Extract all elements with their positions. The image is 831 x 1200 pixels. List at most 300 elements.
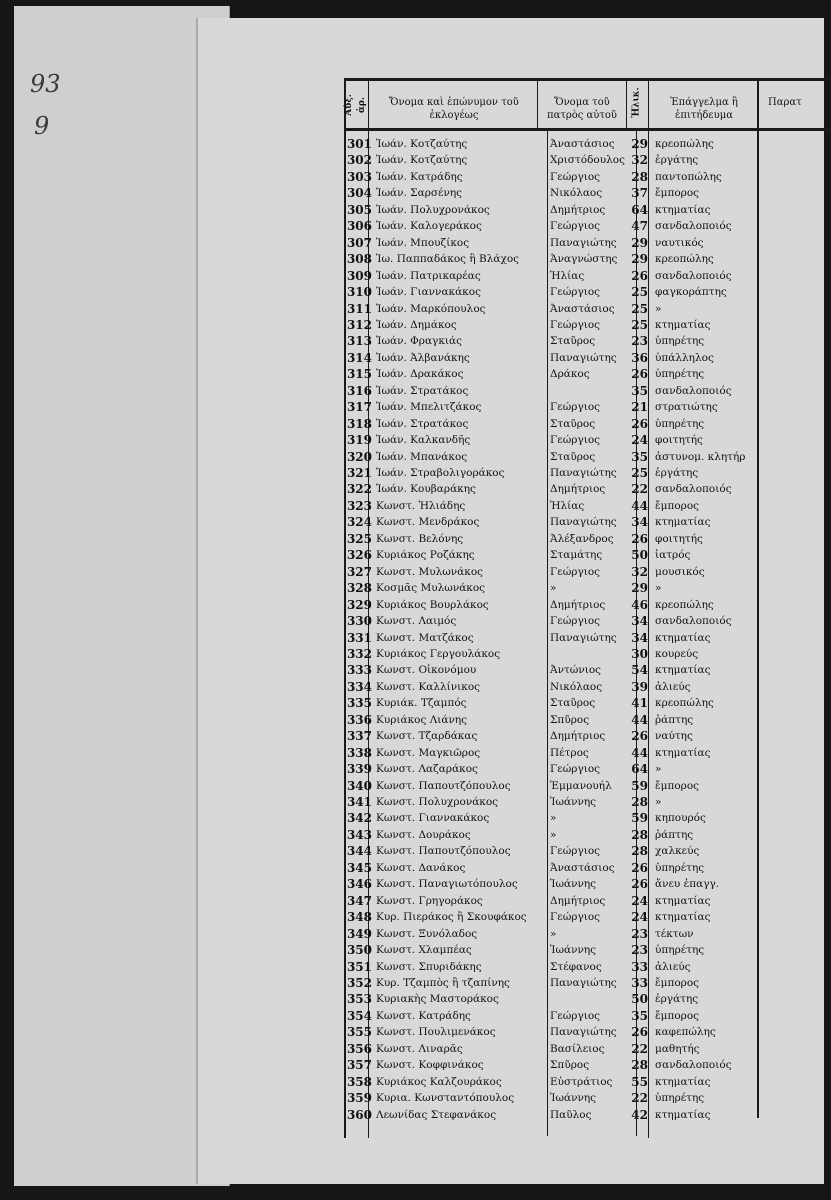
age: 34 [631, 630, 648, 645]
row-number: 324 [346, 515, 372, 530]
age: 35 [631, 383, 648, 398]
father-name: Παναγιώτης [550, 1026, 617, 1039]
header-name: Ὄνομα καὶ ἐπώνυμον τοῦ ἐκλογέως [389, 97, 519, 121]
elector-name: Ἰωάν. Στρατάκος [376, 417, 469, 430]
row-number: 336 [346, 712, 372, 727]
father-name: Ἰωάννης [550, 796, 597, 808]
age: 36 [631, 350, 648, 365]
age: 28 [631, 827, 648, 842]
elector-name: Κωνστ. Παπουτζόπουλος [376, 779, 511, 792]
occupation: φοιτητής [655, 532, 703, 545]
occupation: » [655, 582, 662, 595]
occupation: σανδαλοποιός [655, 483, 732, 496]
elector-name: Κωνστ. Καλλίνικος [376, 680, 481, 693]
father-name: Βασίλειος [550, 1042, 605, 1055]
elector-name: Κωνστ. Λαζαράκος [376, 763, 478, 776]
elector-name: Ἰωάν. Πατρικαρέας [376, 269, 481, 282]
elector-name: Κωνστ. Ἠλιάδης [376, 499, 466, 512]
row-number: 358 [346, 1074, 372, 1089]
elector-name: Κωνστ. Ματζάκος [376, 631, 474, 644]
elector-name: Κωνστ. Κατράδης [376, 1009, 471, 1022]
age: 22 [631, 1041, 648, 1056]
header-occupation: Ἐπάγγελμα ἢ ἐπιτήδευμα [670, 97, 738, 121]
father-name: Γεώργιος [550, 170, 601, 183]
row-number: 328 [346, 581, 372, 596]
elector-name: Κωνστ. Κοφφινάκος [376, 1059, 484, 1072]
elector-name: Κυριάκος Καλζουράκος [376, 1075, 502, 1088]
occupation: φαγκοράπτης [655, 286, 727, 299]
elector-name: Ἰωάν. Δημάκος [376, 318, 457, 331]
father-name: Ἰωάννης [550, 944, 597, 957]
father-name: Γεώργιος [550, 220, 601, 233]
age: 32 [631, 564, 648, 579]
father-name: Δημήτριος [550, 598, 606, 611]
age: 25 [631, 301, 648, 316]
column-rule-3b [547, 131, 548, 1136]
age: 26 [631, 531, 648, 546]
occupation: φοιτητής [655, 434, 703, 447]
row-number: 330 [346, 614, 372, 629]
father-name: Ἰωάννης [550, 1092, 597, 1105]
elector-name: Ἰωάν. Μπελιτζάκος [376, 401, 482, 414]
row-number: 326 [346, 548, 372, 563]
father-name: » [550, 927, 557, 940]
elector-name: Ἰωάν. Σαρσένης [376, 187, 463, 200]
occupation: κουρεύς [655, 647, 699, 660]
age: 59 [631, 778, 648, 793]
elector-name: Κυριάκος Γεργουλάκος [376, 647, 501, 660]
row-number: 303 [346, 169, 372, 184]
father-name: Ἀναστάσιος [550, 302, 615, 315]
occupation: κτηματίας [655, 318, 711, 331]
father-name: Γεώργιος [550, 286, 601, 299]
father-name: Σπῦρος [550, 713, 590, 726]
age: 33 [631, 959, 648, 974]
age: 64 [631, 762, 648, 777]
elector-name: Ἰωάν. Μπουζίκος [376, 236, 470, 249]
elector-name: Ἰωάν. Μπανάκος [376, 450, 468, 463]
age: 24 [631, 433, 648, 448]
occupation: κηπουρός [655, 812, 706, 825]
row-number: 340 [346, 778, 372, 793]
row-number: 356 [346, 1041, 372, 1056]
occupation: ἄνευ ἐπαγγ. [655, 878, 720, 891]
occupation: ὑπηρέτης [655, 335, 705, 348]
age: 28 [631, 844, 648, 859]
age: 28 [631, 1058, 648, 1073]
header-age: Ἡλικ. [631, 87, 642, 118]
row-number: 343 [346, 827, 372, 842]
age: 23 [631, 334, 648, 349]
row-number: 346 [346, 877, 372, 892]
row-number: 309 [346, 268, 372, 283]
age: 42 [631, 1107, 648, 1122]
row-number: 325 [346, 531, 372, 546]
father-name: Δημήτριος [550, 730, 606, 743]
age: 30 [631, 646, 648, 661]
occupation: στρατιώτης [655, 401, 718, 414]
father-name: Σταῦρος [550, 335, 596, 348]
row-number: 355 [346, 1025, 372, 1040]
margin-note-1: 93 [30, 70, 61, 98]
row-number: 331 [346, 630, 372, 645]
age: 29 [631, 235, 648, 250]
father-name: Γεώργιος [550, 911, 601, 924]
row-number: 354 [346, 1008, 372, 1023]
occupation: » [655, 796, 662, 808]
father-name: » [550, 828, 557, 841]
age: 28 [631, 795, 648, 809]
occupation: κτηματίας [655, 516, 711, 529]
age: 35 [631, 1008, 648, 1023]
elector-name: Ἰωάν. Κοτζαύτης [376, 138, 468, 150]
father-name: Παῦλος [550, 1108, 592, 1121]
elector-name: Ἰωάν. Κατράδης [376, 170, 463, 183]
father-name: Παναγιώτης [550, 467, 617, 479]
occupation: ὑπηρέτης [655, 368, 705, 381]
age: 34 [631, 614, 648, 629]
occupation: παντοπώλης [655, 170, 722, 183]
row-number: 323 [346, 498, 372, 513]
elector-name: Κυριάκ. Τζαμπός [376, 697, 467, 710]
age: 29 [631, 137, 648, 151]
age: 29 [631, 252, 648, 267]
occupation: κρεοπώλης [655, 598, 714, 611]
row-number: 318 [346, 416, 372, 431]
age: 46 [631, 597, 648, 612]
age: 26 [631, 860, 648, 875]
elector-name: Κωνστ. Δανάκος [376, 861, 466, 874]
age: 35 [631, 449, 648, 464]
age: 47 [631, 219, 648, 234]
father-name: Δημήτριος [550, 894, 606, 907]
elector-name: Κυριάκος Ροζάκης [376, 549, 475, 562]
age: 29 [631, 581, 648, 596]
father-name: Πέτρος [550, 746, 589, 759]
occupation: ἰατρός [655, 549, 691, 562]
occupation: ἔμπορος [655, 976, 700, 989]
occupation: σανδαλοποιός [655, 1059, 732, 1072]
age: 32 [631, 153, 648, 168]
father-name: Γεώργιος [550, 318, 601, 331]
elector-name: Ἰωάν. Φραγκιάς [376, 335, 462, 348]
header-remarks: Παρατ [768, 97, 802, 108]
father-name: Ἀναστάσιος [550, 138, 615, 150]
elector-name: Ἰωάν. Στραβολιγοράκος [376, 467, 505, 479]
occupation: σανδαλοποιός [655, 220, 732, 233]
occupation: ναύτης [655, 730, 693, 743]
age: 26 [631, 729, 648, 744]
occupation: ἁλιεύς [655, 960, 691, 973]
elector-name: Κωνστ. Γιαννακάκος [376, 812, 490, 825]
row-number: 308 [346, 252, 372, 267]
row-number: 337 [346, 729, 372, 744]
row-number: 310 [346, 285, 372, 300]
occupation: ῥάπτης [655, 713, 694, 726]
age: 24 [631, 910, 648, 925]
father-name: Σταῦρος [550, 417, 596, 430]
row-number: 304 [346, 186, 372, 201]
row-number: 342 [346, 811, 372, 826]
father-name: Σταῦρος [550, 697, 596, 710]
occupation: ἐργάτης [655, 154, 699, 167]
row-number: 333 [346, 663, 372, 678]
father-name: Σταῦρος [550, 450, 596, 463]
father-name: Σπῦρος [550, 1059, 590, 1072]
row-number: 316 [346, 383, 372, 398]
occupation: ὑπηρέτης [655, 417, 705, 430]
father-name: Χριστόδουλος [550, 154, 625, 167]
age: 50 [631, 992, 648, 1007]
age: 24 [631, 893, 648, 908]
row-number: 301 [346, 137, 372, 151]
row-number: 352 [346, 975, 372, 990]
father-name: Γεώργιος [550, 763, 601, 776]
father-name: » [550, 582, 557, 595]
occupation: τέκτων [655, 927, 694, 940]
elector-name: Κυρ. Τζαμπὸς ἢ τζαπίνης [376, 976, 510, 989]
row-number: 317 [346, 400, 372, 415]
occupation: ναυτικός [655, 236, 704, 249]
elector-name: Κυριάκος Βουρλάκος [376, 598, 489, 611]
column-rule-4 [626, 78, 627, 130]
age: 26 [631, 1025, 648, 1040]
occupation: ἔμπορος [655, 1009, 700, 1022]
elector-name: Κωνστ. Μαγκιῶρος [376, 746, 481, 759]
elector-name: Ἰωάν. Μαρκόπουλος [376, 302, 486, 315]
age: 23 [631, 943, 648, 958]
age: 28 [631, 169, 648, 184]
father-name: Παναγιώτης [550, 976, 617, 989]
father-name: Εὐστράτιος [550, 1075, 613, 1088]
elector-name: Ἰωάν. Καλκανδῆς [376, 434, 471, 447]
row-number: 314 [346, 350, 372, 365]
father-name: Ἠλίας [550, 269, 585, 282]
elector-name: Κωνστ. Μενδράκος [376, 516, 480, 529]
elector-name: Κοσμᾶς Μυλωνάκος [376, 582, 486, 595]
elector-name: Κωνστ. Λιναρᾶς [376, 1042, 463, 1055]
row-number: 339 [346, 762, 372, 777]
father-name: Γεώργιος [550, 401, 601, 414]
occupation: ὑπηρέτης [655, 944, 705, 957]
elector-name: Κυριακὴς Μαστοράκος [376, 993, 499, 1006]
occupation: μουσικός [655, 565, 705, 578]
father-name: Ἀναστάσιος [550, 861, 615, 874]
occupation: κρεοπώλης [655, 253, 714, 266]
age: 26 [631, 877, 648, 892]
age: 50 [631, 548, 648, 563]
row-number: 341 [346, 795, 372, 809]
father-name: Ἰωάννης [550, 878, 597, 891]
father-name: Γεώργιος [550, 845, 601, 858]
elector-name: Κωνστ. Λαιμός [376, 615, 457, 628]
row-number: 312 [346, 317, 372, 332]
father-name: Ἀλέξανδρος [550, 532, 614, 545]
age: 44 [631, 712, 648, 727]
age: 22 [631, 1091, 648, 1106]
header-father: Ὄνομα τοῦ πατρὸς αὐτοῦ [547, 97, 617, 121]
elector-name: Κωνστ. Τζαρδάκας [376, 730, 478, 743]
father-name: Παναγιώτης [550, 516, 617, 529]
row-number: 349 [346, 926, 372, 941]
row-number: 313 [346, 334, 372, 349]
elector-name: Κωνστ. Σπυριδάκης [376, 960, 482, 973]
father-name: Παναγιώτης [550, 351, 617, 364]
elector-name: Ἰωάν. Ἀλβανάκης [376, 351, 470, 364]
row-number: 311 [346, 301, 372, 316]
row-number: 306 [346, 219, 372, 234]
father-name: Ἀναγνώστης [550, 253, 618, 266]
elector-name: Κωνστ. Ξυνόλαδος [376, 927, 478, 940]
elector-name: Ἰω. Παππαδάκος ἢ Βλάχος [376, 253, 520, 266]
occupation: ἀστυνομ. κλητήρ [655, 450, 746, 463]
occupation: χαλκεύς [655, 845, 700, 858]
age: 26 [631, 268, 648, 283]
row-number: 351 [346, 959, 372, 974]
elector-name: Κωνστ. Μυλωνάκος [376, 565, 484, 578]
row-number: 315 [346, 367, 372, 382]
occupation: κτηματίας [655, 746, 711, 759]
occupation: » [655, 302, 662, 315]
father-name: » [550, 812, 557, 825]
occupation: ὑπηρέτης [655, 1092, 705, 1105]
row-number: 348 [346, 910, 372, 925]
occupation: κτηματίας [655, 203, 711, 216]
age: 26 [631, 416, 648, 431]
father-name: Στέφανος [550, 960, 602, 973]
column-rule-3 [537, 78, 538, 130]
occupation: κτηματίας [655, 631, 711, 644]
occupation: κτηματίας [655, 911, 711, 924]
age: 25 [631, 317, 648, 332]
row-number: 307 [346, 235, 372, 250]
age: 21 [631, 400, 648, 415]
row-number: 329 [346, 597, 372, 612]
elector-name: Κυριάκος Λιάνης [376, 713, 468, 726]
father-name: Γεώργιος [550, 565, 601, 578]
elector-name: Ἰωάν. Πολυχρονάκος [376, 203, 490, 216]
elector-name: Κωνστ. Πολυχρονάκος [376, 796, 499, 808]
age: 25 [631, 466, 648, 480]
occupation: ἐργάτης [655, 467, 699, 479]
occupation: σανδαλοποιός [655, 384, 732, 397]
occupation: σανδαλοποιός [655, 269, 732, 282]
elector-name: Κυρ. Πιεράκος ἢ Σκουφάκος [376, 911, 527, 924]
occupation: ὑπηρέτης [655, 861, 705, 874]
occupation: σανδαλοποιός [655, 615, 732, 628]
row-number: 319 [346, 433, 372, 448]
father-name: Σταμάτης [550, 549, 603, 562]
elector-name: Κωνστ. Γρηγοράκος [376, 894, 483, 907]
row-number: 332 [346, 646, 372, 661]
elector-name: Κωνστ. Παναγιωτόπουλος [376, 878, 518, 891]
row-number: 334 [346, 679, 372, 694]
row-number: 302 [346, 153, 372, 168]
row-number: 327 [346, 564, 372, 579]
occupation: » [655, 763, 662, 776]
father-name: Νικόλαος [550, 187, 603, 200]
occupation: ἁλιεύς [655, 680, 691, 693]
elector-name: Κωνστ. Χλαμπέας [376, 944, 472, 957]
age: 55 [631, 1074, 648, 1089]
elector-name: Κωνστ. Πουλιμενάκος [376, 1026, 496, 1039]
father-name: Δημήτριος [550, 203, 606, 216]
header-number: Αὐξ. ἀρ. [344, 94, 367, 116]
elector-name: Κωνστ. Βελόνης [376, 532, 464, 545]
father-name: Νικόλαος [550, 680, 603, 693]
father-name: Γεώργιος [550, 434, 601, 447]
occupation: ῥάπτης [655, 828, 694, 841]
column-rule-5 [648, 78, 649, 1138]
occupation: μαθητής [655, 1042, 700, 1055]
father-name: Ἀντώνιος [550, 664, 602, 677]
father-name: Παναγιώτης [550, 236, 617, 249]
age: 22 [631, 482, 648, 497]
elector-name: Κωνστ. Οἰκονόμου [376, 664, 477, 677]
father-name: Παναγιώτης [550, 631, 617, 644]
occupation: κτηματίας [655, 1108, 711, 1121]
age: 44 [631, 745, 648, 760]
elector-name: Ἰωάν. Γιαννακάκος [376, 286, 481, 299]
row-number: 360 [346, 1107, 372, 1122]
age: 41 [631, 696, 648, 711]
row-number: 335 [346, 696, 372, 711]
age: 59 [631, 811, 648, 826]
row-number: 359 [346, 1091, 372, 1106]
father-name: Δημήτριος [550, 483, 606, 496]
row-number: 353 [346, 992, 372, 1007]
elector-name: Ἰωάν. Δρακάκος [376, 368, 464, 381]
age: 25 [631, 285, 648, 300]
row-number: 320 [346, 449, 372, 464]
occupation: κρεοπώλης [655, 138, 714, 150]
elector-name: Ἰωάν. Κουβαράκης [376, 483, 476, 496]
row-number: 344 [346, 844, 372, 859]
age: 54 [631, 663, 648, 678]
age: 39 [631, 679, 648, 694]
age: 33 [631, 975, 648, 990]
occupation: κτηματίας [655, 894, 711, 907]
occupation: κρεοπώλης [655, 697, 714, 710]
occupation: καφεπώλης [655, 1026, 716, 1039]
father-name: Ἐμμανουήλ [550, 779, 612, 792]
margin-note-2: 9 [34, 112, 50, 140]
elector-name: Ἰωάν. Στρατάκος [376, 384, 469, 397]
age: 23 [631, 926, 648, 941]
row-number: 345 [346, 860, 372, 875]
elector-name: Ἰωάν. Κοτζαύτης [376, 154, 468, 167]
age: 34 [631, 515, 648, 530]
elector-name: Ἰωάν. Καλογεράκος [376, 220, 482, 233]
occupation: ἔμπορος [655, 187, 700, 200]
occupation: ἔμπορος [655, 779, 700, 792]
row-number: 322 [346, 482, 372, 497]
father-name: Ἠλίας [550, 499, 585, 512]
occupation: ὑπάλληλος [655, 351, 714, 364]
row-number: 338 [346, 745, 372, 760]
age: 64 [631, 202, 648, 217]
row-number: 321 [346, 466, 372, 480]
father-name: Δράκος [550, 368, 590, 381]
father-name: Γεώργιος [550, 615, 601, 628]
age: 37 [631, 186, 648, 201]
occupation: ἔμπορος [655, 499, 700, 512]
age: 44 [631, 498, 648, 513]
father-name: Γεώργιος [550, 1009, 601, 1022]
elector-name: Κυρια. Κωνσταντόπουλος [376, 1092, 515, 1105]
occupation: ἐργάτης [655, 993, 699, 1006]
age: 26 [631, 367, 648, 382]
